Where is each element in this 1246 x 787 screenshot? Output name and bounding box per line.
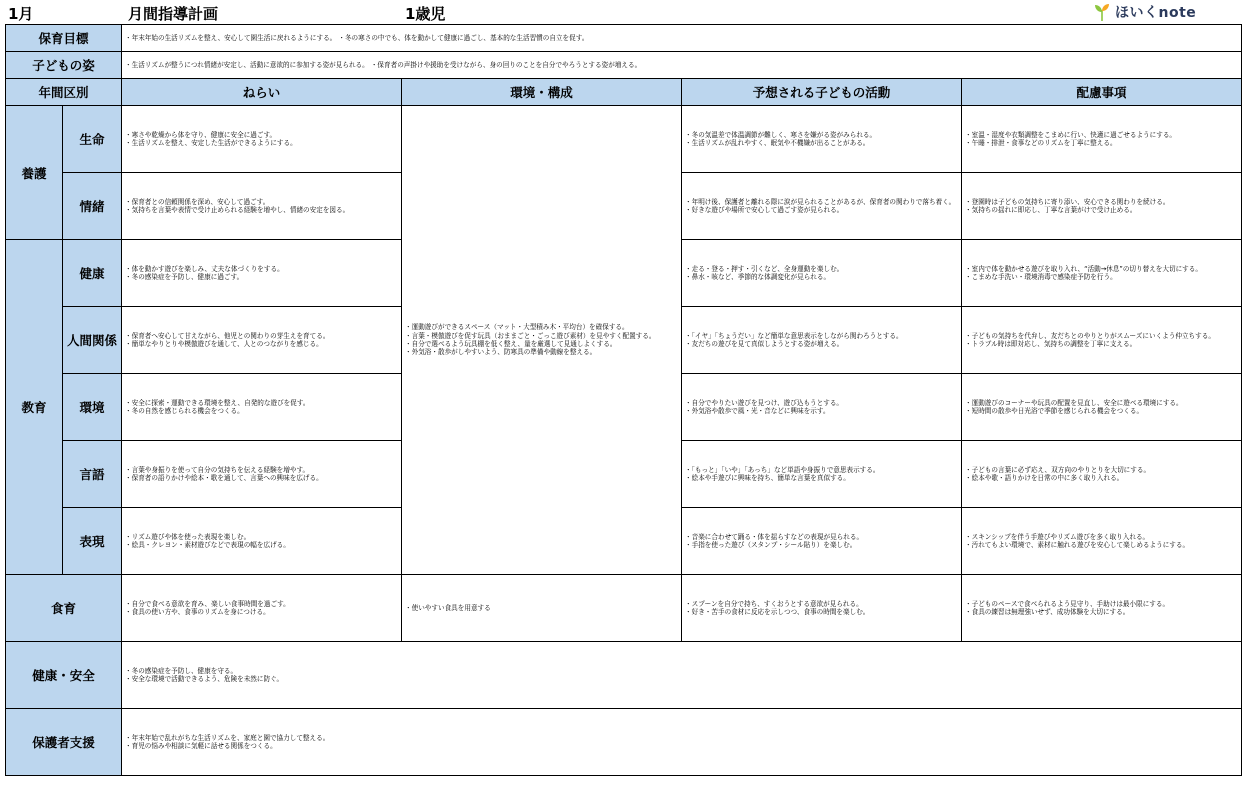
shokuiku-aim: ・自分で食べる意欲を育み、楽しい食事時間を過ごす。 ・食具の使い方や、食事のリズムを身につける。 bbox=[122, 575, 402, 642]
health-text: ・冬の感染症を予防し、健康を守る。 ・安全な環境で活動できるよう、危険を未然に防ぐ。 bbox=[122, 642, 1242, 709]
environment-shared: ・運動遊びができるスペース（マット・大型積み木・平均台）を確保する。 ・言葉・模倣遊びを促す玩具（おままごと・ごっこ遊び素材）を見やすく配置する。 ・自分で選べるよう玩具棚を低く整え、量を厳選して見通しよくする。 ・外気浴・散歩がしやすいよう、防寒具の準備や動線を整える。 bbox=[402, 106, 682, 575]
parent-label: 保護者支援 bbox=[6, 709, 122, 776]
kenko-label: 健康 bbox=[63, 240, 122, 307]
kankyo-label: 環境 bbox=[63, 374, 122, 441]
kankyo-consideration: ・運動遊びのコーナーや玩具の配置を見直し、安全に遊べる環境にする。 ・短時間の散歩や日光浴で季節を感じられる機会をつくる。 bbox=[962, 374, 1242, 441]
yogo-label: 養護 bbox=[6, 106, 63, 240]
brand-logo bbox=[1093, 2, 1196, 22]
hyogen-aim: ・リズム遊びや体を使った表現を楽しむ。 ・絵具・クレヨン・素材遊びなどで表現の幅を広げる。 bbox=[122, 508, 402, 575]
kankyo-aim: ・安全に探索・運動できる環境を整え、自発的な遊びを促す。 ・冬の自然を感じられる機会をつくる。 bbox=[122, 374, 402, 441]
table-row bbox=[6, 642, 1242, 709]
gengo-label: 言語 bbox=[63, 441, 122, 508]
shokuiku-activity: ・スプーンを自分で持ち、すくおうとする意欲が見られる。 ・好き・苦手の食材に反応を示しつつ、食事の時間を楽しむ。 bbox=[682, 575, 962, 642]
jocho-activity: ・年明け後、保護者と離れる際に涙が見られることがあるが、保育者の関わりで落ち着く。 ・好きな遊びや場所で安心して過ごす姿が見られる。 bbox=[682, 173, 962, 240]
jocho-consideration: ・登園時は子どもの気持ちに寄り添い、安心できる関わりを続ける。 ・気持ちの揺れに即応し、丁寧な言葉がけで受け止める。 bbox=[962, 173, 1242, 240]
consideration-header: 配慮事項 bbox=[962, 79, 1242, 106]
table-row bbox=[6, 106, 1242, 173]
shokuiku-label: 食育 bbox=[6, 575, 122, 642]
gengo-activity: ・「もっと」「いや」「あっち」など単語や身振りで意思表示する。 ・絵本や手遊びに興味を持ち、簡単な言葉を真似する。 bbox=[682, 441, 962, 508]
ningen-consideration: ・子どもの気持ちを代弁し、友だちとのやりとりがスムーズにいくよう仲立ちする。 ・トラブル時は即対応し、気持ちの調整を丁寧に支える。 bbox=[962, 307, 1242, 374]
seimei-consideration: ・室温・湿度や衣類調整をこまめに行い、快適に過ごせるようにする。 ・午睡・排泄・食事などのリズムを丁寧に整える。 bbox=[962, 106, 1242, 173]
month-label: 1月 bbox=[8, 5, 34, 23]
shokuiku-consideration: ・子どものペースで食べられるよう見守り、手助けは最小限にする。 ・食具の練習は無理強いせず、成功体験を大切にする。 bbox=[962, 575, 1242, 642]
hyogen-label: 表現 bbox=[63, 508, 122, 575]
health-label: 健康・安全 bbox=[6, 642, 122, 709]
parent-text: ・年末年始で乱れがちな生活リズムを、家庭と園で協力して整える。 ・育児の悩みや相談に気軽に話せる関係をつくる。 bbox=[122, 709, 1242, 776]
aim-header: ねらい bbox=[122, 79, 402, 106]
child-row bbox=[6, 52, 1242, 79]
goals-label: 保育目標 bbox=[6, 25, 122, 52]
table-row bbox=[6, 709, 1242, 776]
seimei-activity: ・冬の気温差で体温調節が難しく、寒さを嫌がる姿がみられる。 ・生活リズムが乱れやすく、眠気や不機嫌が出ることがある。 bbox=[682, 106, 962, 173]
ningen-aim: ・保育者へ安心して甘えながら、他児との関わりの芽生えを育てる。 ・簡単なやりとりや模倣遊びを通して、人とのつながりを感じる。 bbox=[122, 307, 402, 374]
activity-header: 予想される子どもの活動 bbox=[682, 79, 962, 106]
gengo-consideration: ・子どもの言葉に必ず応え、双方向のやりとりを大切にする。 ・絵本や歌・語りかけを日常の中に多く取り入れる。 bbox=[962, 441, 1242, 508]
jocho-label: 情緒 bbox=[63, 173, 122, 240]
column-header-row bbox=[6, 79, 1242, 106]
hyogen-consideration: ・スキンシップを伴う手遊びやリズム遊びを多く取り入れる。 ・汚れてもよい環境で、素材に触れる遊びを安心して楽しめるようにする。 bbox=[962, 508, 1242, 575]
gengo-aim: ・言葉や身振りを使って自分の気持ちを伝える経験を増やす。 ・保育者の語りかけや絵本・歌を通して、言葉への興味を広げる。 bbox=[122, 441, 402, 508]
ningen-activity: ・「イヤ」「ちょうだい」など簡単な意思表示をしながら関わろうとする。 ・友だちの遊びを見て真似しようとする姿が増える。 bbox=[682, 307, 962, 374]
monthly-plan-table bbox=[5, 24, 1242, 776]
child-text: ・生活リズムが整うにつれ情緒が安定し、活動に意欲的に参加する姿が見られる。 ・保育者の声掛けや援助を受けながら、身の回りのことを自分でやろうとする姿が増える。 bbox=[122, 52, 1242, 79]
seimei-label: 生命 bbox=[63, 106, 122, 173]
ningen-label: 人間関係 bbox=[63, 307, 122, 374]
goals-text: ・年末年始の生活リズムを整え、安心して園生活に戻れるようにする。 ・冬の寒さの中でも、体を動かして健康に過ごし、基本的な生活習慣の自立を促す。 bbox=[122, 25, 1242, 52]
table-row bbox=[6, 575, 1242, 642]
child-label: 子どもの姿 bbox=[6, 52, 122, 79]
goals-row bbox=[6, 25, 1242, 52]
kenko-aim: ・体を動かす遊びを楽しみ、丈夫な体づくりをする。 ・冬の感染症を予防し、健康に過ごす。 bbox=[122, 240, 402, 307]
category-header: 年間区別 bbox=[6, 79, 122, 106]
seimei-aim: ・寒さや乾燥から体を守り、健康に安全に過ごす。 ・生活リズムを整え、安定した生活ができるようにする。 bbox=[122, 106, 402, 173]
page-header bbox=[0, 0, 1246, 24]
shokuiku-environment: ・使いやすい食具を用意する bbox=[402, 575, 682, 642]
logo-text: ほいくnote bbox=[1115, 5, 1197, 21]
age-label: 1歳児 bbox=[405, 5, 446, 23]
kenko-consideration: ・室内で体を動かせる遊びを取り入れ、“活動→休息”の切り替えを大切にする。 ・こまめな手洗い・環境消毒で感染症予防を行う。 bbox=[962, 240, 1242, 307]
sprout-icon bbox=[1093, 2, 1111, 22]
environment-header: 環境・構成 bbox=[402, 79, 682, 106]
kenko-activity: ・走る・登る・押す・引くなど、全身運動を楽しむ。 ・鼻水・咳など、季節的な体調変化が見られる。 bbox=[682, 240, 962, 307]
hyogen-activity: ・音楽に合わせて踊る・体を揺らすなどの表現が見られる。 ・手指を使った遊び（スタンプ・シール貼り）を楽しむ。 bbox=[682, 508, 962, 575]
jocho-aim: ・保育者との信頼関係を深め、安心して過ごす。 ・気持ちを言葉や表情で受け止められる経験を増やし、情緒の安定を図る。 bbox=[122, 173, 402, 240]
document-title: 月間指導計画 bbox=[128, 5, 219, 23]
kankyo-activity: ・自分でやりたい遊びを見つけ、遊び込もうとする。 ・外気浴や散歩で風・光・音などに興味を示す。 bbox=[682, 374, 962, 441]
kyoiku-label: 教育 bbox=[6, 240, 63, 575]
